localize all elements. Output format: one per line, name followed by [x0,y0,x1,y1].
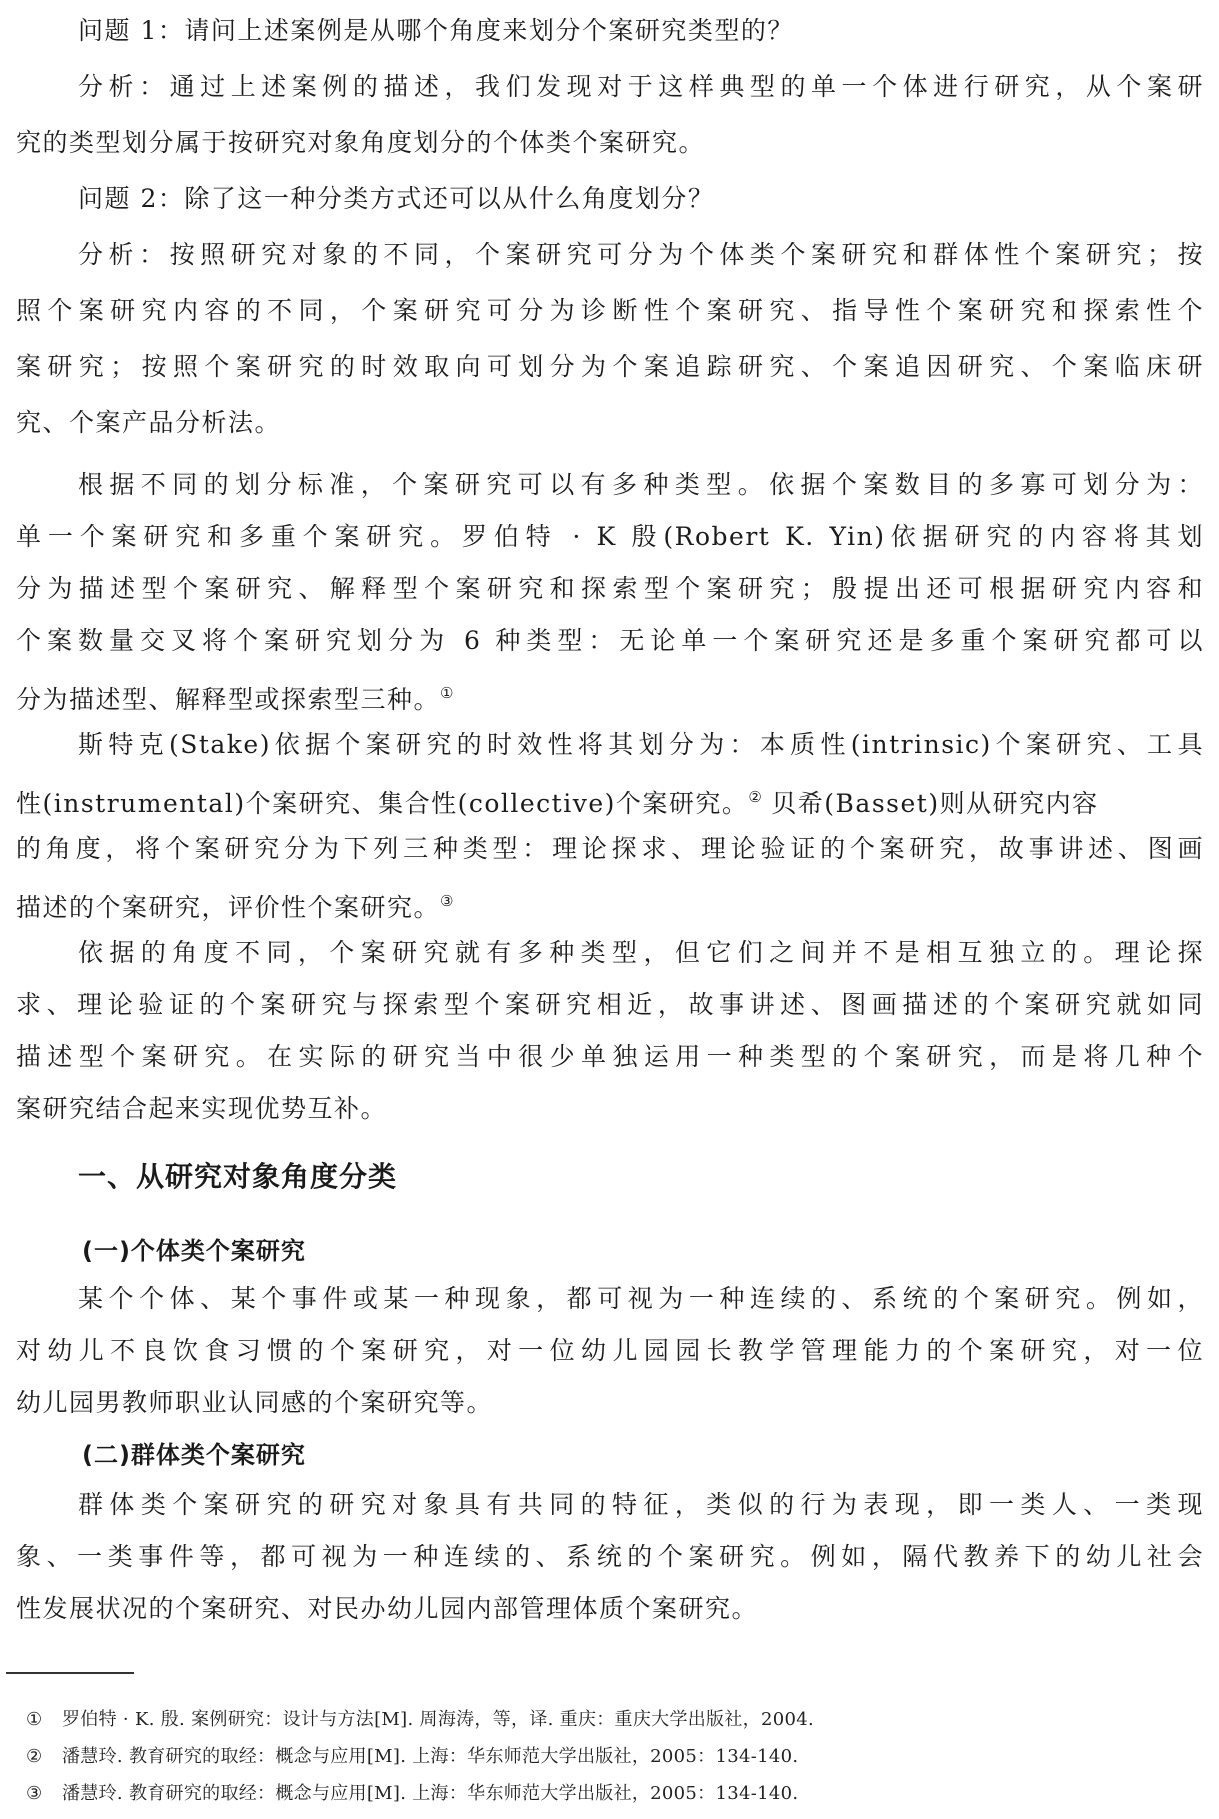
subsection-2-line-3: 性发展状况的个案研究、对民办幼儿园内部管理体质个案研究。 [16,1594,759,1623]
paragraph-2-line-3: 的角度，将个案研究分为下列三种类型：理论探求、理论验证的个案研究，故事讲述、图画 [16,834,1204,863]
analysis-1-line-1: 分析：通过上述案例的描述，我们发现对于这样典型的单一个体进行研究，从个案研 [78,72,1204,101]
subsection-1-line-1: 某个个体、某个事件或某一种现象，都可视为一种连续的、系统的个案研究。例如， [78,1284,1204,1313]
analysis-2-line-1: 分析：按照研究对象的不同，个案研究可分为个体类个案研究和群体性个案研究；按 [78,240,1204,269]
footnote-3 [26,1783,798,1805]
footnote-2 [26,1746,798,1768]
paragraph-1-line-2: 单一个案研究和多重个案研究。罗伯特 · K 殷(Robert K. Yin)依据研究的内容将其划 [16,522,1204,551]
footnote-1-mark: ① [26,1709,43,1730]
subsection-1-heading: (一)个体类个案研究 [82,1237,306,1265]
paragraph-2-line-4-text: 描述的个案研究，评价性个案研究。 [16,893,441,922]
footnote-3-mark: ③ [26,1783,43,1804]
question-1: 问题 1：请问上述案例是从哪个角度来划分个案研究类型的？ [78,16,794,45]
paragraph-1-line-1: 根据不同的划分标准，个案研究可以有多种类型。依据个案数目的多寡可划分为： [78,470,1204,499]
footnote-2-mark: ② [26,1746,43,1767]
subsection-2-heading: (二)群体类个案研究 [82,1441,306,1469]
paragraph-2-line-4 [16,886,1204,923]
analysis-2-line-3: 案研究；按照个案研究的时效取向可划分为个案追踪研究、个案追因研究、个案临床研 [16,352,1204,381]
question-2: 问题 2：除了这一种分类方式还可以从什么角度划分？ [78,184,715,213]
subsection-2-line-1: 群体类个案研究的研究对象具有共同的特征，类似的行为表现，即一类人、一类现 [78,1490,1204,1519]
paragraph-3-line-4: 案研究结合起来实现优势互补。 [16,1094,388,1123]
analysis-2-line-2: 照个案研究内容的不同，个案研究可分为诊断性个案研究、指导性个案研究和探索性个 [16,296,1204,325]
paragraph-2-line-2-text-a: 性(instrumental)个案研究、集合性(collective)个案研究。 [16,789,749,818]
paragraph-3-line-1: 依据的角度不同，个案研究就有多种类型，但它们之间并不是相互独立的。理论探 [78,938,1204,967]
footnote-ref-1[interactable]: ① [440,684,454,702]
paragraph-2-line-1: 斯特克(Stake)依据个案研究的时效性将其划分为：本质性(intrinsic)个案研究、工具 [78,730,1204,759]
subsection-1-line-3: 幼儿园男教师职业认同感的个案研究等。 [16,1388,494,1417]
analysis-2-line-4: 究、个案产品分析法。 [16,408,282,437]
paragraph-1-line-5-text: 分为描述型、解释型或探索型三种。 [16,685,441,714]
footnote-divider [6,1672,134,1674]
paragraph-3-line-3: 描述型个案研究。在实际的研究当中很少单独运用一种类型的个案研究，而是将几种个 [16,1042,1204,1071]
paragraph-3-line-2: 求、理论验证的个案研究与探索型个案研究相近，故事讲述、图画描述的个案研究就如同 [16,990,1204,1019]
paragraph-2-line-2 [16,782,1204,819]
footnote-ref-3[interactable]: ③ [440,892,454,910]
footnote-1-text: 罗伯特 · K. 殷. 案例研究：设计与方法[M]. 周海涛，等，译. 重庆：重庆大学出版社，2004. [62,1709,814,1730]
footnote-1 [26,1709,814,1731]
subsection-1-line-2: 对幼儿不良饮食习惯的个案研究，对一位幼儿园园长教学管理能力的个案研究，对一位 [16,1336,1204,1365]
paragraph-1-line-5 [16,678,1204,715]
footnote-ref-2[interactable]: ② [748,788,762,806]
section-1-heading: 一、从研究对象角度分类 [78,1160,398,1193]
paragraph-1-line-3: 分为描述型个案研究、解释型个案研究和探索型个案研究；殷提出还可根据研究内容和 [16,574,1204,603]
footnote-3-text: 潘慧玲. 教育研究的取经：概念与应用[M]. 上海：华东师范大学出版社，2005：134-140. [62,1783,799,1804]
analysis-1-line-2: 究的类型划分属于按研究对象角度划分的个体类个案研究。 [16,128,706,157]
subsection-2-line-2: 象、一类事件等，都可视为一种连续的、系统的个案研究。例如，隔代教养下的幼儿社会 [16,1542,1204,1571]
footnote-2-text: 潘慧玲. 教育研究的取经：概念与应用[M]. 上海：华东师范大学出版社，2005：134-140. [62,1746,799,1767]
paragraph-2-line-2-text-b: 贝希(Basset)则从研究内容 [761,789,1099,818]
paragraph-1-line-4: 个案数量交叉将个案研究划分为 6 种类型：无论单一个案研究还是多重个案研究都可以 [16,626,1204,655]
